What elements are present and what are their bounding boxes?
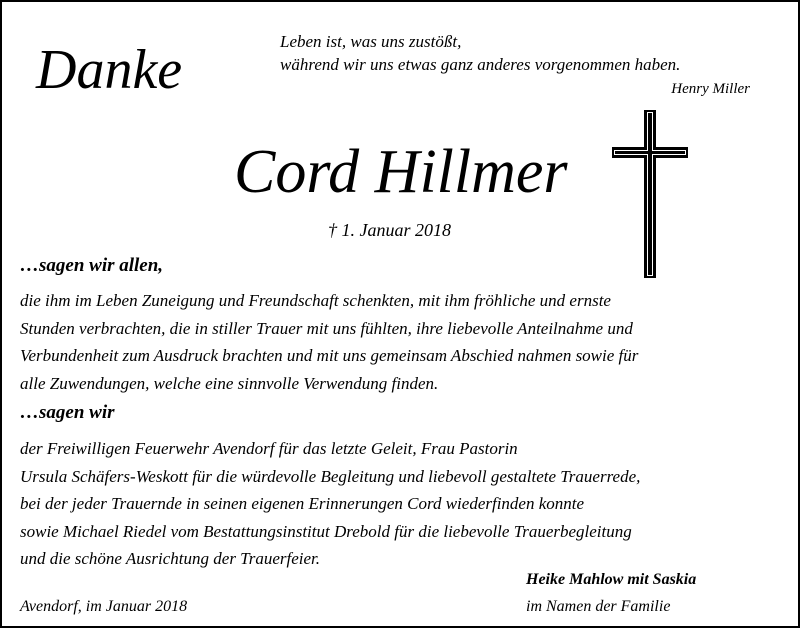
section1-heading: …sagen wir allen, — [20, 255, 164, 276]
death-date: † 1. Januar 2018 — [328, 220, 451, 240]
text-line: Ursula Schäfers-Weskott für die würdevolle Begleitung und liebevoll gestaltete Trauerrede, — [20, 466, 641, 486]
text-line: bei der jeder Trauernde in seinen eigenen Erinnerungen Cord wiederfinden konnte — [20, 494, 585, 513]
deceased-name: Cord Hillmer — [234, 138, 568, 206]
text-line: Verbundenheit zum Ausdruck brachten und mit uns gemeinsam Abschied nahmen sowie für — [20, 346, 639, 365]
text-line: Stunden verbrachten, die in stiller Trauer mit uns fühlten, ihre liebevolle Anteilnahme und — [20, 318, 633, 338]
quote-author: Henry Miller — [671, 81, 750, 97]
quote-line: während wir uns etwas ganz anderes vorgenommen haben. — [280, 55, 681, 74]
quote — [280, 30, 680, 76]
thanks-title: Danke — [36, 39, 183, 101]
text-line: und die schöne Ausrichtung der Trauerfeier. — [20, 549, 320, 568]
text-line: die ihm im Leben Zuneigung und Freundschaft schenkten, mit ihm fröhliche und ernste — [20, 291, 611, 310]
quote-line: Leben ist, was uns zustößt, — [280, 32, 462, 51]
signature-name: Heike Mahlow mit Saskia — [526, 571, 697, 588]
section1-text — [20, 287, 638, 397]
signature-note: im Namen der Familie — [526, 598, 671, 615]
section2-heading: …sagen wir — [20, 402, 115, 423]
text-line: alle Zuwendungen, welche eine sinnvolle Verwendung finden. — [20, 373, 439, 393]
cross-icon — [612, 110, 688, 280]
section2-text — [20, 435, 640, 573]
text-line: sowie Michael Riedel vom Bestattungsinstitut Drebold für die liebevolle Trauerbegleitung — [20, 521, 632, 541]
text-line: der Freiwilligen Feuerwehr Avendorf für das letzte Geleit, Frau Pastorin — [20, 439, 518, 458]
place-date: Avendorf, im Januar 2018 — [20, 598, 188, 615]
